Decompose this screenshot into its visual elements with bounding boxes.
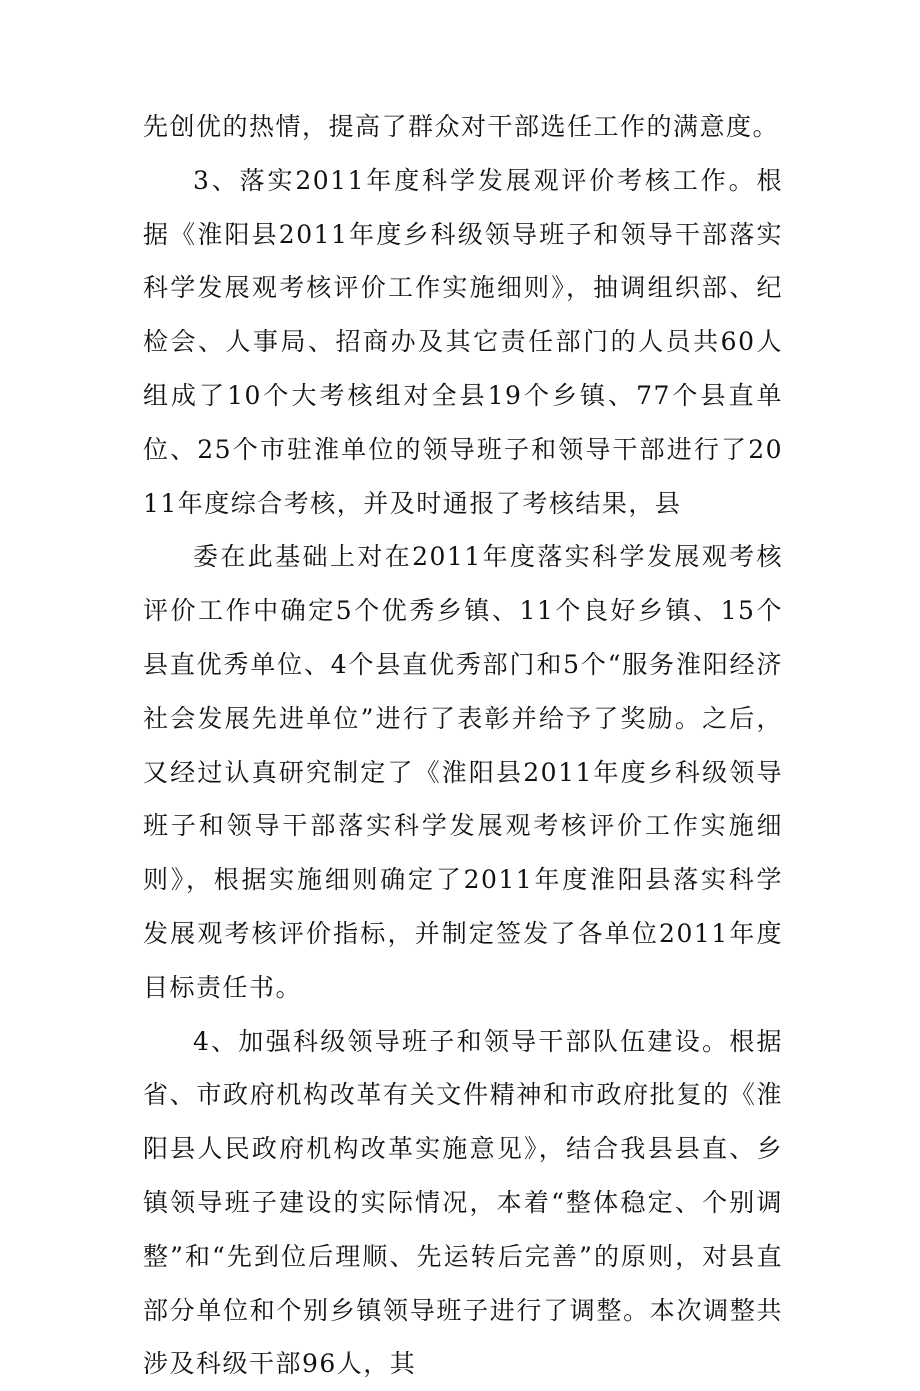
paragraph-2: 3、落实2011年度科学发展观评价考核工作。根据《淮阳县2011年度乡科级领导班子和领导干部落实科学发展观考核评价工作实施细则》，抽调组织部、纪检会、人事局、招商办及其它责任部门的人员共60人组成了10个大考核组对全县19个乡镇、77个县直单位、25个市驻淮单位的领导班子和领导干部进行了2011年度综合考核，并及时通报了考核结果，县 bbox=[143, 165, 783, 518]
document-body bbox=[143, 100, 783, 1391]
paragraph-3: 委在此基础上对在2011年度落实科学发展观考核评价工作中确定5个优秀乡镇、11个良好乡镇、15个县直优秀单位、4个县直优秀部门和5个“服务淮阳经济社会发展先进单位”进行了表彰并给予了奖励。之后，又经过认真研究制定了《淮阳县2011年度乡科级领导班子和领导干部落实科学发展观考核评价工作实施细则》，根据实施细则确定了2011年度淮阳县落实科学发展观考核评价指标，并制定签发了各单位2011年度目标责任书。 bbox=[143, 542, 783, 1002]
paragraph-1: 先创优的热情，提高了群众对干部选任工作的满意度。 bbox=[143, 112, 780, 141]
paragraph-4: 4、加强科级领导班子和领导干部队伍建设。根据省、市政府机构改革有关文件精神和市政府批复的《淮阳县人民政府机构改革实施意见》，结合我县县直、乡镇领导班子建设的实际情况，本着“整体稳定、个别调整”和“先到位后理顺、先运转后完善”的原则，对县直部分单位和个别乡镇领导班子进行了调整。本次调整共涉及科级干部96人，其 bbox=[143, 1026, 783, 1379]
